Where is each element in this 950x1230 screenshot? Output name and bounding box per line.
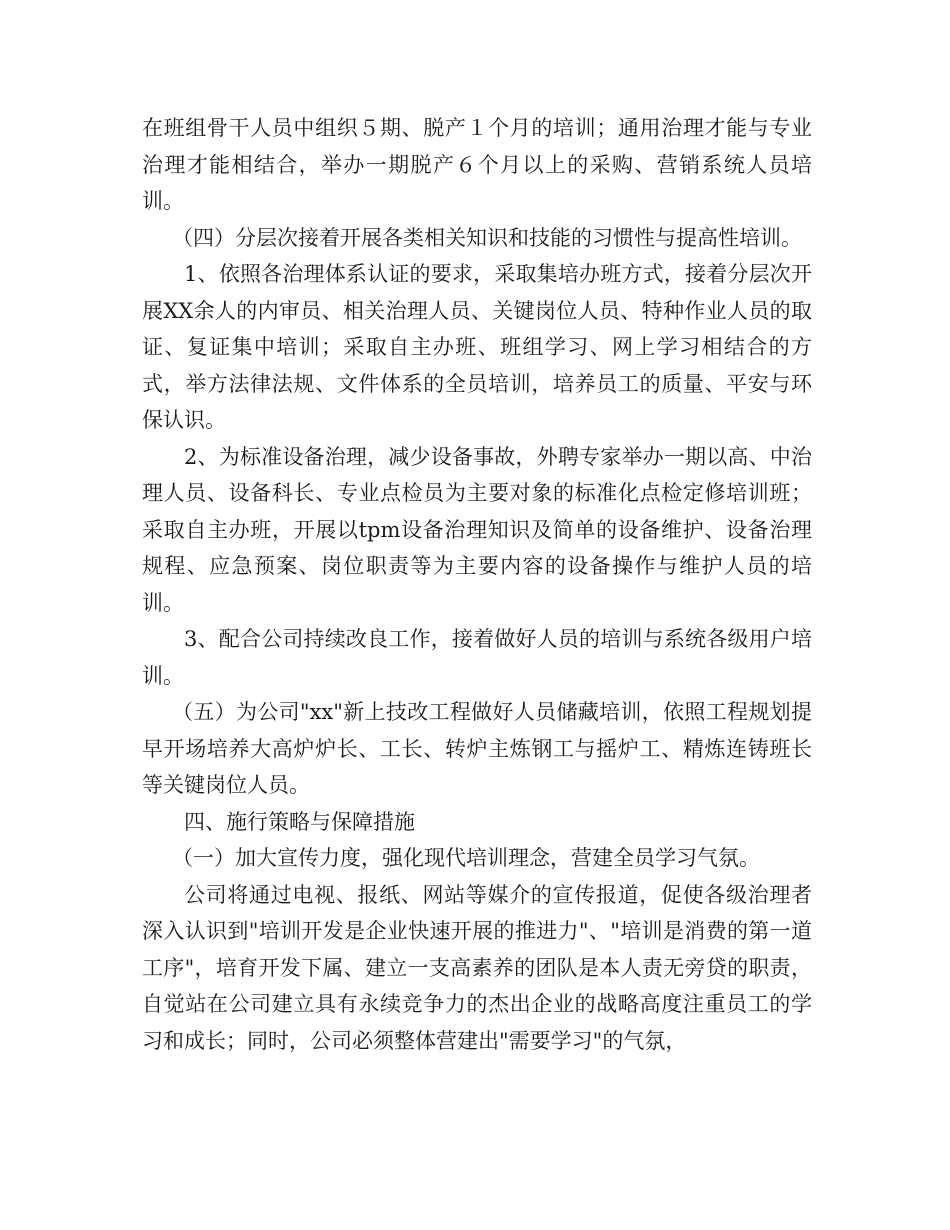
paragraph-training-backbone: 在班组骨干人员中组织５期、脱产１个月的培训；通用治理才能与专业治理才能相结合，举办一期脱产６个月以上的采购、营销系统人员培训。 (142, 116, 812, 213)
publicity-paragraph: 公司将通过电视、报纸、网站等媒介的宣传报道，促使各级治理者深入认识到"培训开发是企业快速开展的推进力"、"培训是消费的第一道工序"，培育开发下属、建立一支高素养的团队是本人责无旁贷的职责，自觉站在公司建立具有永续竞争力的杰出企业的战略高度注重员工的学习和成长；同时，公司必须整体营建出"需要学习"的气氛， (142, 882, 812, 1053)
item-2-paragraph: 2、为标准设备治理，减少设备事故，外聘专家举办一期以高、中治理人员、设备科长、专业点检员为主要对象的标准化点检定修培训班；采取自主办班，开展以tpm设备治理知识及简单的设备维护、设备治理规程、应急预案、岗位职责等为主要内容的设备操作与维护人员的培训。 (142, 444, 812, 615)
section-four-heading: （四）分层次接着开展各类相关知识和技能的习惯性与提高性培训。 (172, 225, 802, 250)
item-1-paragraph: 1、依照各治理体系认证的要求，采取集培办班方式，接着分层次开展XX余人的内审员、相关治理人员、关键岗位人员、特种作业人员的取证、复证集中培训；采取自主办班、班组学习、网上学习相结合的方式，举方法律法规、文件体系的全员培训，培养员工的质量、平安与环保认识。 (142, 262, 812, 432)
section-five-heading: （五）为公司"xx"新上技改工程做好人员储藏培训，依照工程规划提早开场培养大高炉炉长、工长、转炉主炼钢工与摇炉工、精炼连铸班长等关键岗位人员。 (142, 700, 812, 797)
subsection-one-heading: （一）加大宣传力度，强化现代培训理念，营建全员学习气氛。 (172, 846, 760, 870)
document-page (142, 110, 812, 1059)
item-3-paragraph: 3、配合公司持续改良工作，接着做好人员的培训与系统各级用户培训。 (142, 627, 812, 688)
chapter-four-heading: 四、施行策略与保障措施 (184, 809, 415, 834)
